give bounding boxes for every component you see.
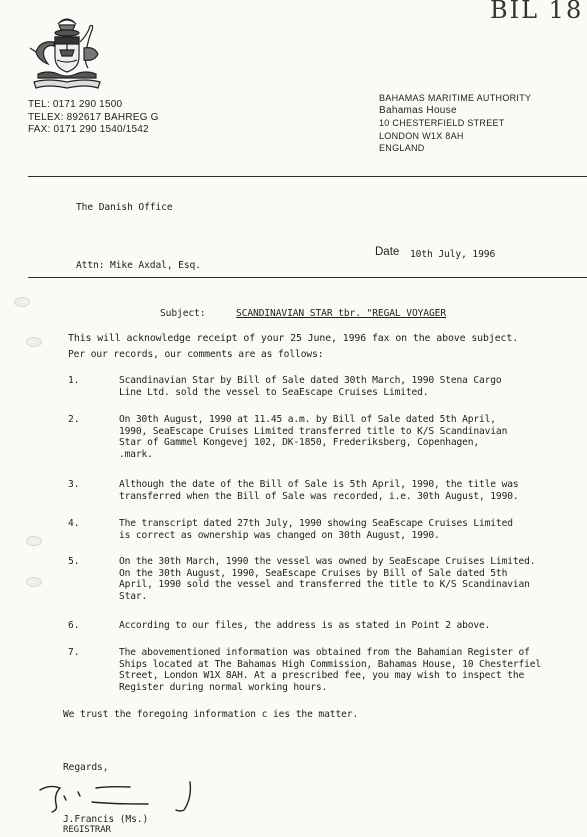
date-label: Date (375, 246, 400, 258)
item-number: 6. (68, 620, 80, 631)
signatory-title: REGISTRAR (63, 825, 111, 835)
list-item: According to our files, the address is as stated in Point 2 above. (119, 620, 491, 631)
item-number: 4. (68, 518, 80, 529)
telex-number: TELEX: 892617 BAHREG G (28, 111, 159, 123)
handwritten-signature (30, 778, 210, 818)
authority-street: 10 CHESTERFIELD STREET (379, 118, 505, 128)
authority-city: LONDON W1X 8AH (379, 130, 464, 141)
authority-name: BAHAMAS MARITIME AUTHORITY (379, 93, 532, 103)
signatory-name: J.Francis (Ms.) (63, 814, 149, 825)
list-item: Scandinavian Star by Bill of Sale dated 30th March, 1990 Stena Cargo Line Ltd. sold the vessel to SeaEscape Cruises Limited. (119, 375, 502, 398)
attention-line: Attn: Mike Axdal, Esq. (76, 260, 201, 271)
hole-punch-mark (26, 337, 42, 347)
hole-punch-mark (26, 536, 42, 546)
phone-number: TEL: 0171 290 1500 (28, 99, 123, 110)
subject-text: SCANDINAVIAN STAR tbr. "REGAL VOYAGER (236, 308, 447, 319)
closing-line: We trust the foregoing information c ies the matter. (63, 709, 359, 720)
item-number: 5. (68, 556, 80, 567)
regards-line: Regards, (63, 762, 109, 773)
address-divider (28, 277, 587, 278)
list-item: On the 30th March, 1990 the vessel was owned by SeaEscape Cruises Limited. On the 30th August, 1990, SeaEscape Cruises by Bill of Sale dated 5th April, 1990 sold the vessel and transferred the title to K/S Scandinavian Star. (119, 556, 536, 602)
list-item: Although the date of the Bill of Sale is 5th April, 1990, the title was transferred when the Bill of Sale was recorded, i.e. 30th August, 1990. (119, 479, 519, 502)
authority-address (379, 92, 531, 155)
header-divider (28, 176, 587, 177)
item-number: 1. (68, 375, 80, 386)
letter-date: 10th July, 1996 (410, 249, 496, 260)
authority-country: ENGLAND (379, 143, 425, 153)
item-number: 3. (68, 479, 80, 490)
list-item: The transcript dated 27th July, 1990 showing SeaEscape Cruises Limited is correct as ownership was changed on 30th August, 1990. (119, 518, 513, 541)
list-item: The abovementioned information was obtained from the Bahamian Register of Ships located at The Bahamas High Commission, Bahamas House, 10 Chesterfiel Street, London W1X 8AH. At a prescribed fee, you may wish to inspect the Register during normal working hours. (119, 647, 541, 693)
bahamas-coat-of-arms-logo (28, 12, 106, 92)
contact-details (28, 99, 159, 137)
subject-label: Subject: (160, 308, 206, 319)
hole-punch-mark (14, 297, 30, 307)
hole-punch-mark (26, 577, 42, 587)
recipient-name: The Danish Office (76, 202, 173, 213)
list-item: On 30th August, 1990 at 11.45 a.m. by Bill of Sale dated 5th April, 1990, SeaEscape Cruises Limited transferred title to K/S Scandinavian Star of Gammel Kongevej 102, DK-1850, Frederiksberg, Copenhagen, .mark. (119, 414, 508, 460)
handwritten-note: BIL 18 (490, 0, 584, 24)
fax-number: FAX: 0171 290 1540/1542 (28, 124, 149, 135)
item-number: 2. (68, 414, 80, 425)
authority-building: Bahamas House (379, 104, 457, 116)
intro-acknowledgement: This will acknowledge receipt of your 25 June, 1996 fax on the above subject. (68, 333, 519, 344)
intro-comments: Per our records, our comments are as follows: (68, 349, 324, 360)
item-number: 7. (68, 647, 80, 658)
